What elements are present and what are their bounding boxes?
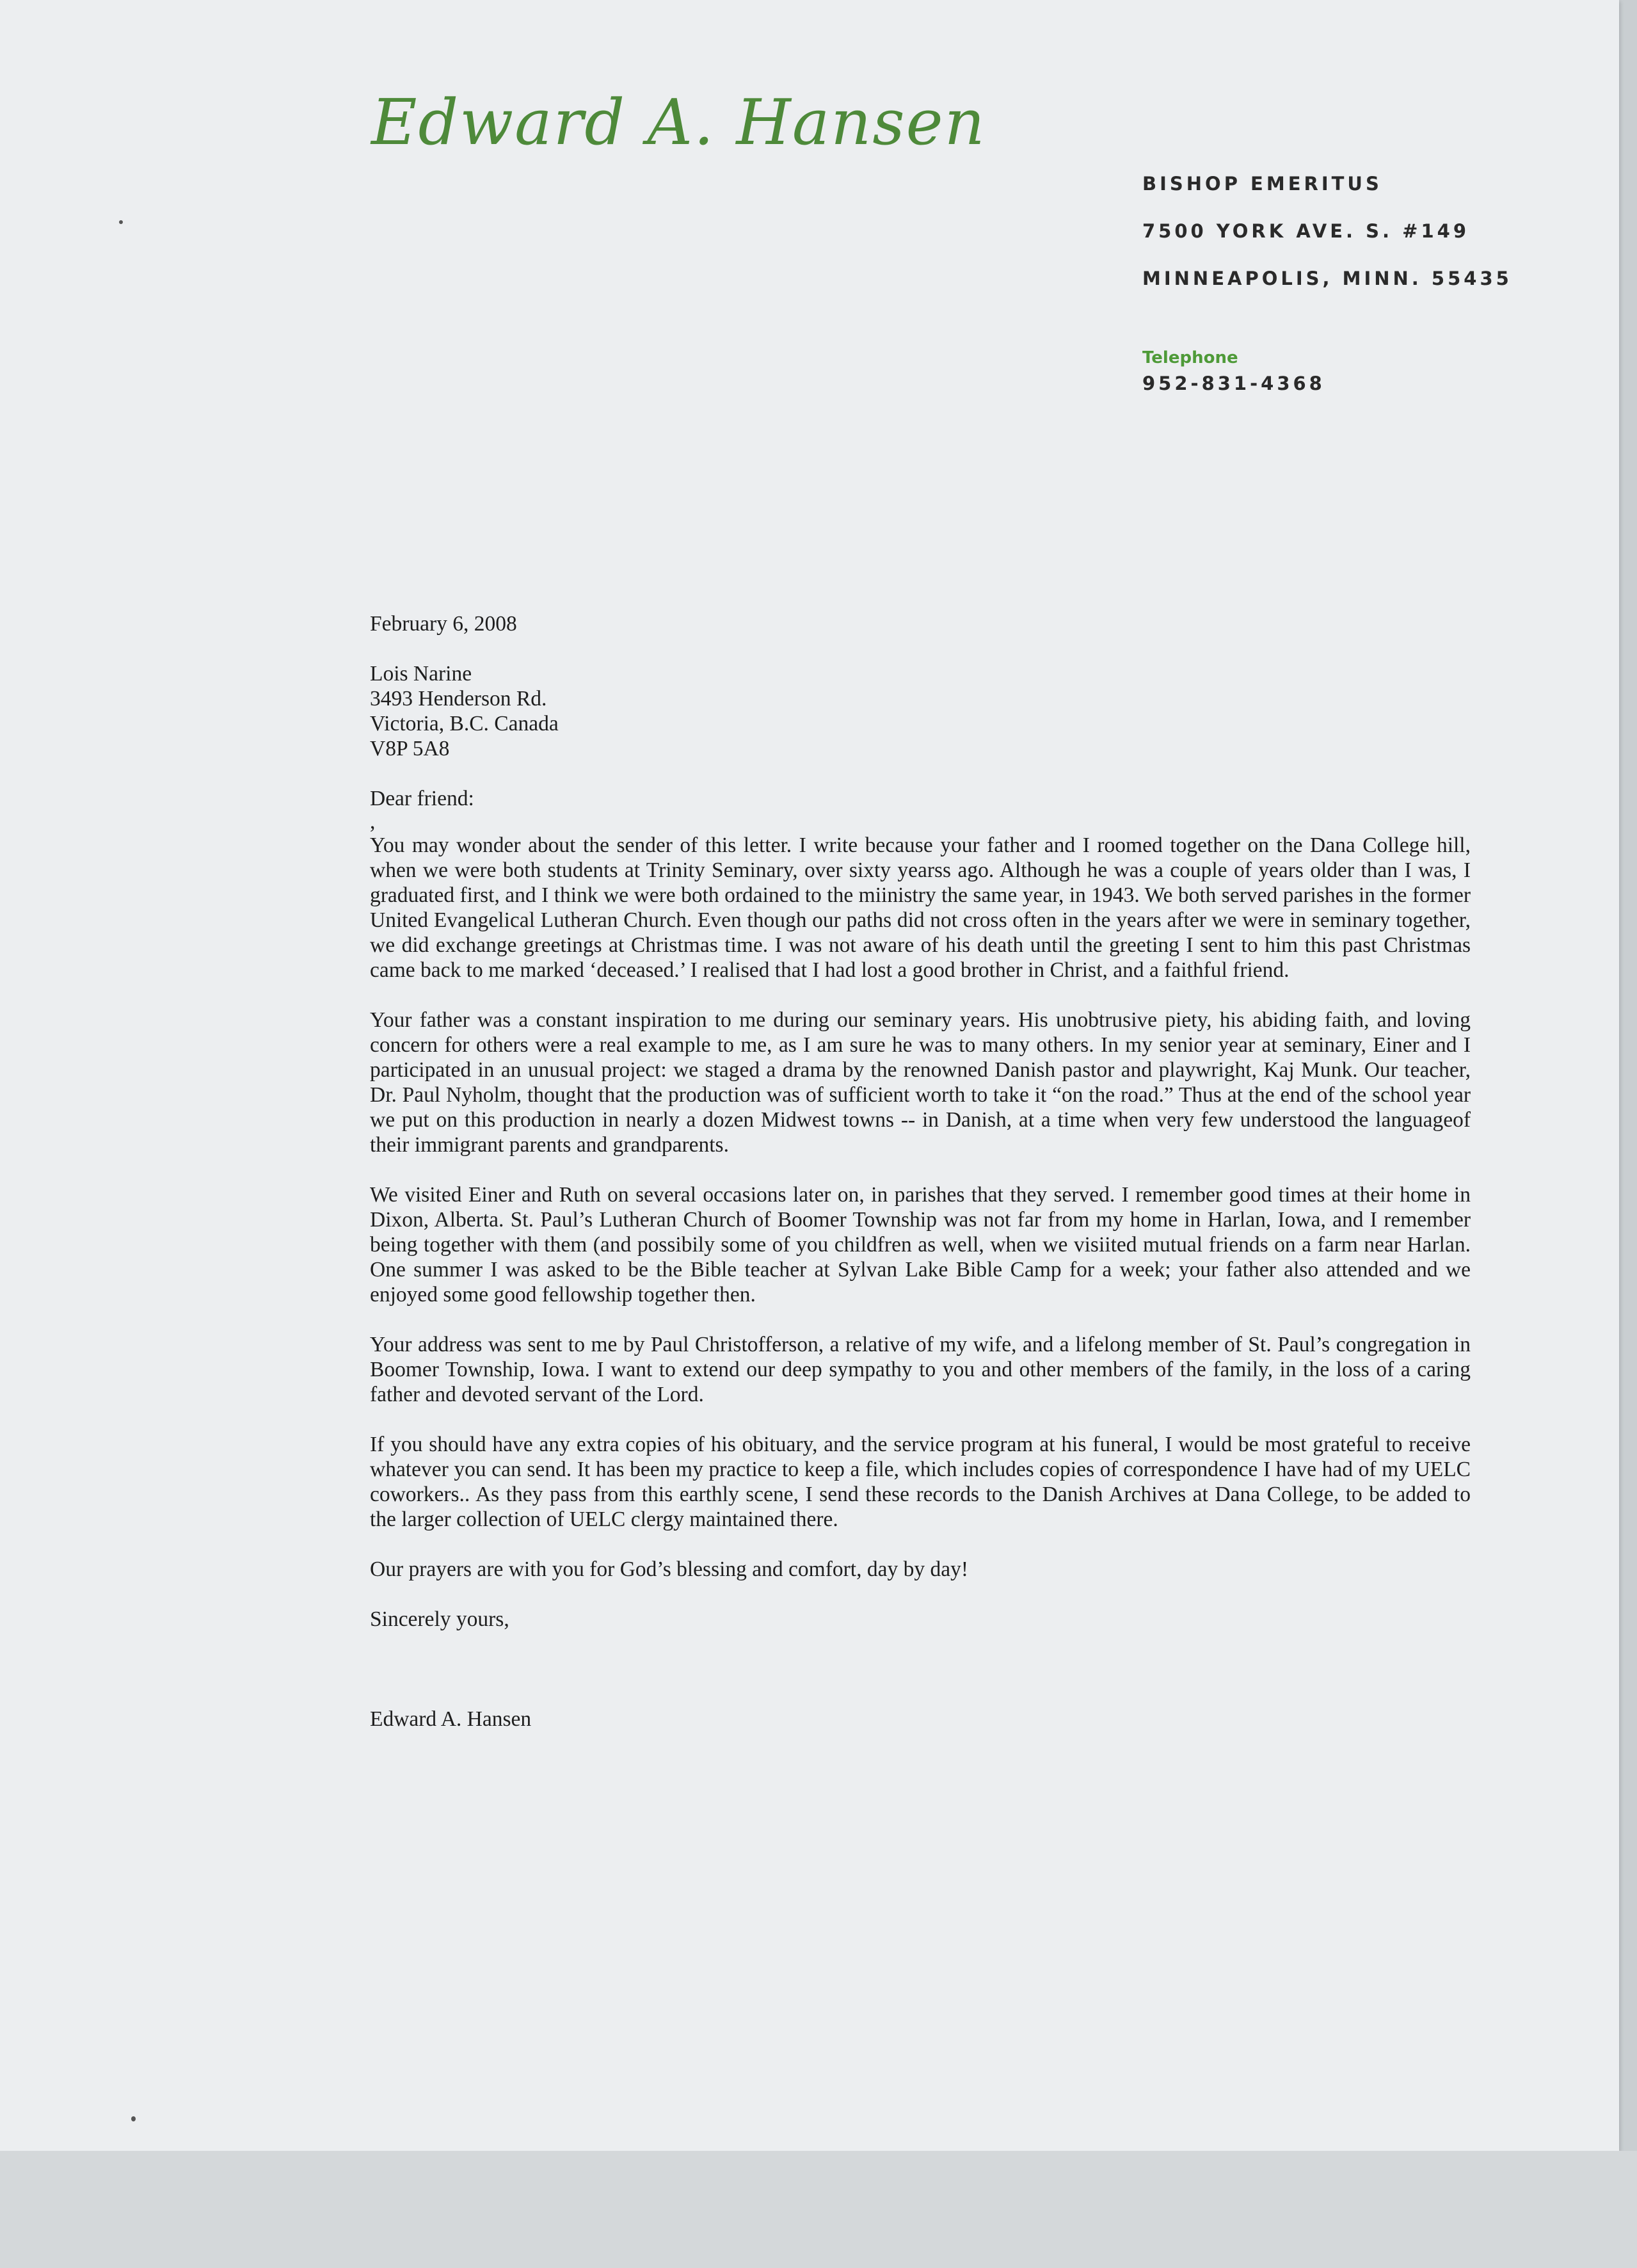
- paragraph-3: We visited Einer and Ruth on several occasions later on, in parishes that they served. I remember good times at their home in Dixon, Alberta. St. Paul’s Lutheran Church of Boomer Township was not far from my home in Harlan, Iowa, and I remember being together with them (and possibily some of you childfren as well, when we visiited mutual friends on a farm near Harlan. One summer I was asked to be the Bible teacher at Sylvan Lake Bible Camp for a week; your father also attended and we enjoyed some good fellowship together then.: [370, 1183, 1471, 1307]
- paragraph-2: Your father was a constant inspiration to me during our seminary years. His unobtrusive piety, his abiding faith, and loving concern for others were a real example to me, as I am sure he was to many others. In my senior year at seminary, Einer and I participated in an unusual project: we staged a drama by the renowned Danish pastor and playwright, Kaj Munk. Our teacher, Dr. Paul Nyholm, thought that the production was of sufficient worth to take it “on the road.” Thus at the end of the school year we put on this production in nearly a dozen Midwest towns -- in Danish, at a time when very few understood the languageof their immigrant parents and grandparents.: [370, 1008, 1471, 1157]
- scan-speck: [119, 220, 123, 224]
- sender-address-block: [1142, 173, 1512, 315]
- letterhead-name: Edward A. Hansen: [371, 86, 986, 159]
- recipient-address: [370, 661, 1471, 761]
- recipient-street: 3493 Henderson Rd.: [370, 687, 547, 711]
- scan-speck: [131, 2116, 136, 2121]
- paragraph-4: Your address was sent to me by Paul Christofferson, a relative of my wife, and a lifelong member of St. Paul’s congregation in Boomer Township, Iowa. I want to extend our deep sympathy to you and other members of the family, in the loss of a caring father and devoted servant of the Lord.: [370, 1333, 1471, 1406]
- recipient-city: Victoria, B.C. Canada: [370, 712, 559, 736]
- salutation: Dear friend:: [370, 787, 474, 810]
- closing: Sincerely yours,: [370, 1607, 509, 1631]
- paragraph-6: Our prayers are with you for God’s blessing and comfort, day by day!: [370, 1557, 968, 1581]
- stray-mark: ,: [370, 810, 376, 833]
- recipient-name: Lois Narine: [370, 662, 472, 686]
- paragraph-1: You may wonder about the sender of this letter. I write because your father and I roomed together on the Dana College hill, when we were both students at Trinity Seminary, over sixty yearss ago. Although he was a couple of years older than I was, I graduated first, and I think we were both ordained to the miinistry the same year, in 1943. We both served parishes in the former United Evangelical Lutheran Church. Even though our paths did not cross often in the years after we were in seminary together, we did exchange greetings at Christmas time. I was not aware of his death until the greeting I sent to him this past Christmas came back to me marked ‘deceased.’ I realised that I had lost a good brother in Christ, and a faithful friend.: [370, 833, 1471, 982]
- letter-body: [370, 611, 1471, 1732]
- scanner-background: [0, 2151, 1637, 2268]
- signature-name: Edward A. Hansen: [370, 1707, 532, 1731]
- sender-address-line2: MINNEAPOLIS, MINN. 55435: [1142, 268, 1512, 289]
- paragraph-5: If you should have any extra copies of his obituary, and the service program at his funeral, I would be most grateful to receive whatever you can send. It has been my practice to keep a file, which includes copies of correspondence I have had of my UELC coworkers.. As they pass from this earthly scene, I send these records to the Danish Archives at Dana College, to be added to the larger collection of UELC clergy maintained there.: [370, 1433, 1471, 1531]
- phone-label: Telephone: [1142, 348, 1238, 367]
- sender-address-line1: 7500 YORK AVE. S. #149: [1142, 220, 1470, 242]
- letter-date: February 6, 2008: [370, 612, 517, 636]
- recipient-postal-code: V8P 5A8: [370, 737, 450, 760]
- sender-title: BISHOP EMERITUS: [1142, 173, 1382, 195]
- phone-number: 952-831-4368: [1142, 373, 1325, 394]
- phone-block: [1142, 348, 1325, 394]
